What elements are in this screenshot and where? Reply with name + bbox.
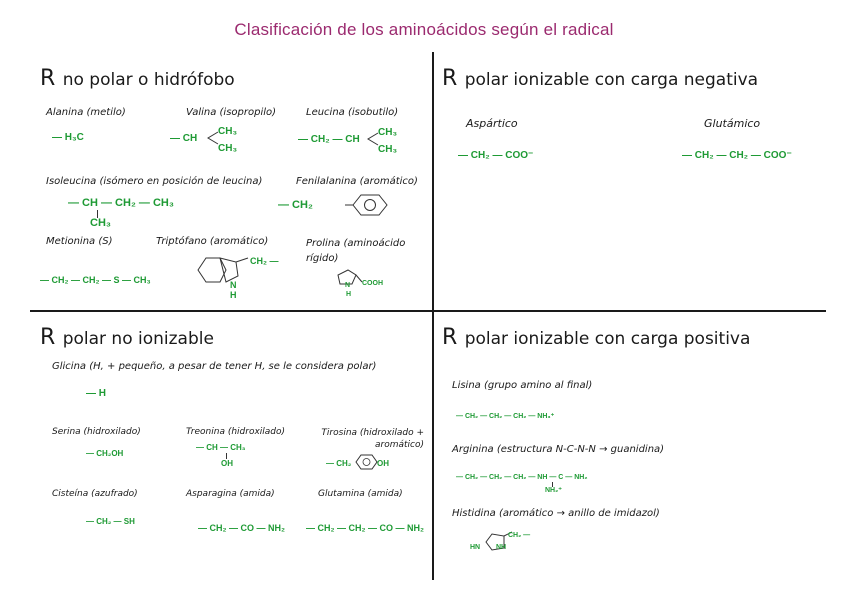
aa-name-glicina: Glicina (H, + pequeño, a pesar de tener H, se le considera polar)	[52, 361, 377, 372]
formula-arginina-branch: NH₂⁺	[545, 487, 562, 494]
aa-name-tirosina: Tirosina (hidroxilado + aromático)	[321, 428, 424, 450]
page-title: Clasificación de los aminoácidos según el radical	[234, 20, 614, 39]
formula-prolina-cooh: COOH	[362, 280, 383, 287]
formula-metionina: — CH₂ — CH₂ — S — CH₃	[40, 275, 151, 285]
aa-name-aspartico: Aspártico	[466, 117, 518, 130]
formula-histidina-nh: NH	[496, 544, 507, 551]
aa-name-leucina: Leucina (isobutilo)	[306, 107, 399, 118]
valina-branch-lines	[206, 128, 220, 148]
vertical-divider	[432, 52, 434, 580]
formula-histidina-hn: HN	[470, 544, 481, 551]
formula-prolina-n: N	[345, 282, 351, 289]
aa-name-glutamina: Glutamina (amida)	[318, 489, 403, 499]
formula-valina-top: CH₃	[218, 126, 238, 137]
formula-leucina: — CH₂ — CH	[298, 134, 360, 145]
section-heading-polar: R polar no ionizable	[40, 325, 214, 350]
aa-name-triptofano: Triptófano (aromático)	[156, 236, 269, 247]
formula-triptofano-ch2: CH₂ —	[250, 256, 279, 266]
formula-serina: — CH₂OH	[86, 449, 124, 458]
formula-cisteina: — CH₂ — SH	[86, 517, 135, 526]
section-heading-positive: R polar ionizable con carga positiva	[442, 325, 751, 350]
formula-valina-bottom: CH₃	[218, 143, 238, 154]
aa-name-treonina: Treonina (hidroxilado)	[186, 427, 286, 437]
aa-name-histidina: Histidina (aromático → anillo de imidazol)	[452, 508, 660, 519]
aa-name-metionina: Metionina (S)	[46, 236, 113, 247]
formula-treonina: — CH — CH₃	[196, 443, 246, 452]
formula-glutamico: — CH₂ — CH₂ — COO⁻	[682, 150, 792, 161]
aa-name-isoleucina: Isoleucina (isómero en posición de leucina)	[46, 176, 263, 187]
aa-name-serina: Serina (hidroxilado)	[52, 427, 141, 437]
formula-fenilalanina: — CH₂	[278, 199, 313, 211]
formula-lisina: — CH₂ — CH₂ — CH₂ — NH₃⁺	[456, 413, 555, 420]
section-heading-negative: R polar ionizable con carga negativa	[442, 66, 759, 91]
formula-leucina-bottom: CH₃	[378, 144, 398, 155]
formula-leucina-top: CH₃	[378, 127, 398, 138]
formula-prolina-h: H	[346, 291, 352, 298]
formula-glicina: — H	[86, 388, 106, 399]
aa-name-alanina: Alanina (metilo)	[46, 107, 126, 118]
formula-isoleucina-branch: CH₃	[90, 217, 111, 229]
aa-name-glutamico: Glutámico	[704, 117, 761, 130]
indole-ring	[196, 256, 256, 288]
formula-histidina-ch2: CH₂ —	[508, 532, 531, 539]
formula-tirosina: — CH₂	[326, 459, 352, 468]
formula-triptofano-h: H	[230, 290, 237, 300]
formula-treonina-branch: OH	[221, 459, 233, 468]
aa-name-asparagina: Asparagina (amida)	[186, 489, 275, 499]
formula-triptofano-n: N	[230, 280, 237, 290]
formula-alanina: — H₃C	[52, 132, 84, 143]
formula-aspartico: — CH₂ — COO⁻	[458, 150, 534, 161]
leucina-branch-lines	[366, 129, 380, 149]
aa-name-prolina: Prolina (aminoácido rígido)	[306, 238, 406, 264]
formula-arginina: — CH₂ — CH₂ — CH₂ — NH — C — NH₂	[456, 474, 588, 481]
formula-valina: — CH	[170, 133, 198, 144]
formula-asparagina: — CH₂ — CO — NH₂	[198, 523, 285, 533]
aa-name-fenilalanina: Fenilalanina (aromático)	[296, 176, 418, 187]
aa-name-valina: Valina (isopropilo)	[186, 107, 277, 118]
horizontal-divider	[30, 310, 826, 312]
formula-isoleucina: — CH — CH₂ — CH₃	[68, 197, 174, 209]
section-heading-nonpolar: R no polar o hidrófobo	[40, 66, 235, 91]
aa-name-cisteina: Cisteína (azufrado)	[52, 489, 138, 499]
formula-glutamina: — CH₂ — CH₂ — CO — NH₂	[306, 523, 424, 533]
benzene-ring	[345, 193, 395, 217]
formula-tirosina-oh: OH	[377, 459, 389, 468]
aa-name-lisina: Lisina (grupo amino al final)	[452, 380, 593, 391]
aa-name-arginina: Arginina (estructura N-C-N-N → guanidina)	[452, 444, 665, 455]
